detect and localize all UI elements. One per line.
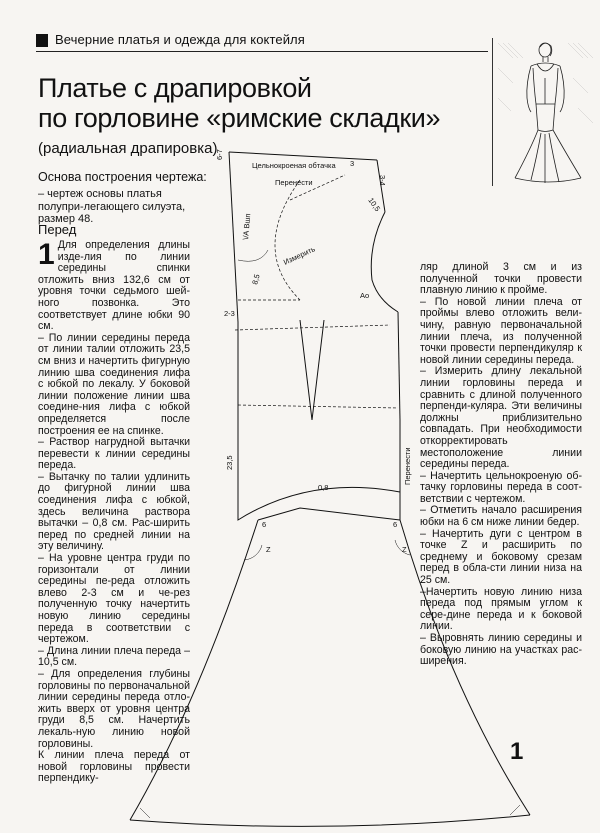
page-subtitle: (радиальная драпировка) [38, 140, 218, 157]
paragraph: – Начертить цельнокроеную об-тачку горловины переда в соот-ветствии с чертежом. [420, 469, 582, 505]
section-label-front: Перед [38, 222, 77, 237]
paragraph: –Начертить новую линию низа переда под прямым углом к сере-дине переда и к боковой линии. [420, 585, 582, 633]
arc-z1 [244, 545, 262, 560]
label-z2: Z [402, 545, 407, 554]
label-d6-7: 6-7 [215, 149, 224, 160]
label-d3: 3 [350, 159, 355, 168]
paragraph: – Измерить длину лекальной линии горловины переда и сравнить с длиной полученного перпенди-куляра. Эти величины должны приблизительно совпадать. При необходимости откорректировать местоположение линии середины переда. [420, 365, 582, 471]
new-neckline [275, 180, 300, 300]
label-d6b: 6 [393, 520, 398, 529]
armhole-curve [371, 212, 398, 312]
paragraph: ляр длиной 3 см и из полученной точки провести плавную линию к пройме. [420, 261, 582, 297]
hip-line [258, 508, 400, 520]
paragraph: – Отметить начало расширения юбки на 6 см ниже линии бедер. [420, 504, 582, 529]
label-d23-5: 23,5 [225, 455, 234, 470]
label-measure: Измерить [282, 244, 317, 267]
paragraph: – Для определения глубины горловины по первоначальной линии середины переда отло-жить вверх от уровня центра груди 8,5 см. Начертить лекаль-ную линию новой горловины. [38, 667, 190, 750]
waist-line [238, 405, 398, 408]
label-transfer-side: Перенести [403, 447, 412, 485]
skirt-right-edge [400, 520, 530, 815]
paragraph: – На уровне центра груди по горизонтали от линии середины пе-реда отложить влево 2-3 см и че-рез полученную точку начертить новую линию середины переда в соответствии с чертежом. [38, 552, 190, 646]
facing-top-line [229, 152, 377, 160]
page-number: 1 [510, 738, 524, 765]
label-d8-5: 8,5 [250, 273, 262, 286]
paragraph: – По новой линии плеча от проймы влево отложить вели-чину, равную первоначальной линии плеча, из полученной точки провести перпендикуляр к новой линии середины переда. [420, 295, 582, 366]
waist-dart [300, 320, 324, 420]
paragraph: – Раствор нагрудной вытачки перевести к линии середины переда. [38, 436, 190, 472]
basics-text: – чертеж основы платья полупри-легающего силуэта, размер 48. [38, 188, 186, 225]
label-d2-3: 2-3 [224, 309, 235, 318]
label-z1: Z [266, 545, 271, 554]
label-bust-mark: \/А Вшп [241, 213, 253, 241]
section-header: Вечерние платья и одежда для коктейля [55, 32, 305, 47]
paragraph: – Выровнять линию середины и боковую линию на участках рас-ширения. [420, 632, 582, 668]
side-seam-bodice [398, 312, 400, 420]
paragraph: – Длина линии плеча переда – 10,5 см. [38, 644, 190, 669]
label-d10-5: 10,5 [366, 195, 383, 214]
label-d3-4: 3-4 [378, 175, 387, 186]
paragraph: К линии плеча переда от новой горловины провести перпендику- [38, 749, 190, 785]
label-d0-8: 0,8 [318, 483, 329, 492]
label-armhole: Ао [360, 291, 370, 300]
paragraph: – Начертить дуги с центром в точке Z и расширить по среднему и боковому срезам перед в обла-сти линии низа на 25 см. [420, 527, 582, 587]
paragraph: – Вытачку по талии удлинить до фигурной линии шва соединения лифа с юбкой, здесь величина раствора вытачки – 0,8 см. Рас-ширить перед по средней линии на эту величину. [38, 470, 190, 553]
title-line-2: по горловине «римские складки» [38, 103, 441, 133]
label-transfer-top: Перенести [275, 178, 313, 187]
basics-heading: Основа построения чертежа: [38, 170, 207, 184]
drop-cap: 1 [38, 238, 55, 271]
label-d6a: 6 [262, 520, 267, 529]
title-line-1: Платье с драпировкой [38, 73, 312, 103]
paragraph: 1 Для определения длины изде-лия по линии середины спинки отложить вниз 132,6 см от уровня точки седьмого шей-ного позвонка. Это соответствует длине юбки 90 см. [38, 238, 190, 333]
bust-line [235, 325, 390, 330]
paragraph: – По линии середины переда от линии талии отложить 23,5 см вниз и начертить фигурную линию шва соединения лифа с юбкой по лекалу. У боковой линии положение линии шва соедине-ния лифа с юбкой определяется после построения ее на спинке. [38, 331, 190, 437]
label-facing: Цельнокроеная обтачка [252, 161, 336, 170]
hem-line [130, 815, 530, 826]
center-front-line [229, 152, 238, 322]
skirt-left-edge [130, 520, 258, 820]
